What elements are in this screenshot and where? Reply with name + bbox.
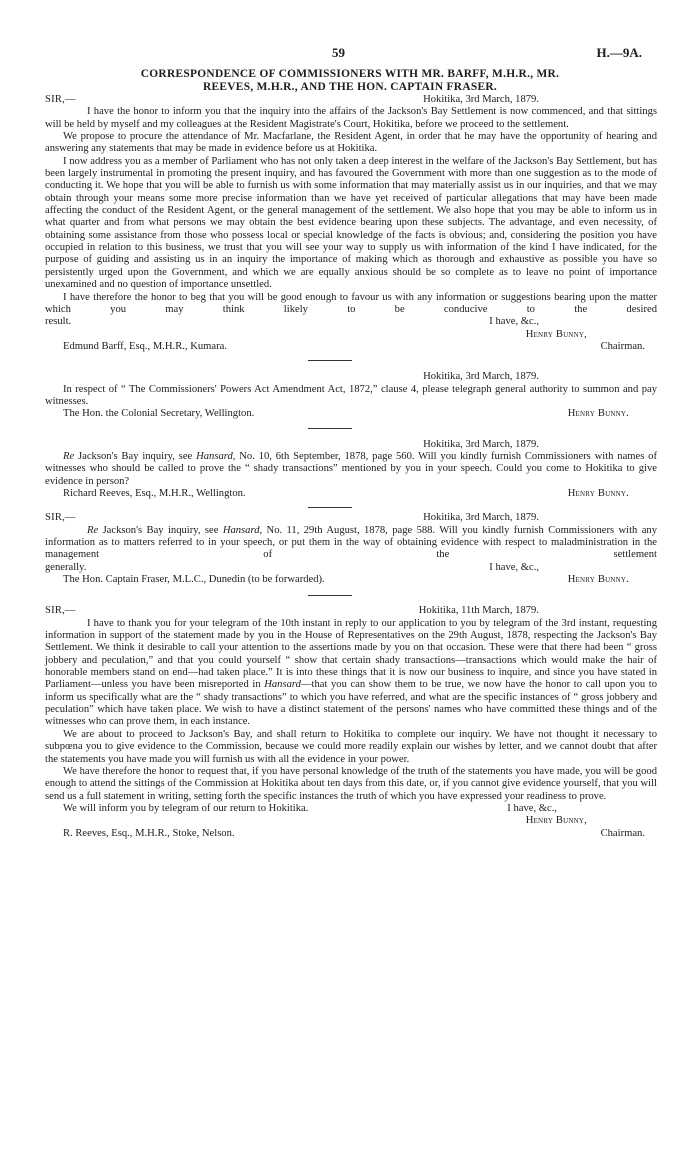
title-line: CORRESPONDENCE OF COMMISSIONERS WITH MR. BARFF, M.H.R., MR. xyxy=(140,68,560,80)
addressee: Richard Reeves, Esq., M.H.R., Wellington. xyxy=(63,487,246,499)
text-run: Jackson's Bay inquiry, see xyxy=(74,450,197,462)
addressee: The Hon. the Colonial Secretary, Wellington. xyxy=(63,408,255,420)
page-number: 59 xyxy=(332,45,345,60)
salutation: SIR,— xyxy=(45,94,76,105)
page-header xyxy=(0,47,700,63)
closing: I have, &c., xyxy=(507,802,557,814)
text-run: —that you can show them to be true, we now have the honor to call upon you to inform us specifically what are the “ shady transactions” to which you have referred, and what are the specific instances of “ gross jobbery and peculation” which have taken place. We wish to have a distinct statement of the persons' names who have committed these things and of the witnesses who can prove them, in each instance. xyxy=(45,679,657,728)
addressee: Edmund Barff, Esq., M.H.R., Kumara. xyxy=(63,340,227,352)
hansard-ref: Hansard xyxy=(264,679,301,691)
salutation: SIR,— xyxy=(45,512,76,524)
place-date: Hokitika, 3rd March, 1879. xyxy=(423,438,539,450)
place-date: Hokitika, 11th March, 1879. xyxy=(418,605,539,617)
letter-to-barff xyxy=(45,94,657,353)
paragraph: We will inform you by telegram of our return to Hokitika. xyxy=(63,802,309,814)
telegram-colonial-secretary xyxy=(45,371,657,420)
hansard-ref: Hansard xyxy=(196,450,233,462)
paragraph: In respect of “ The Commissioners' Powers Act Amendment Act, 1872,” clause 4, please telegraph general authority to summon and pay witnesses. xyxy=(45,383,657,407)
closing: I have, &c., xyxy=(489,316,539,328)
salutation: SIR,— xyxy=(45,605,76,617)
re-word: Re xyxy=(63,450,75,462)
place-date: Hokitika, 3rd March, 1879. xyxy=(423,371,539,383)
signer-name: Henry Bunny, xyxy=(525,328,587,340)
paragraph: I now address you as a member of Parliament who has not only taken a deep interest in the welfare of the Jackson's Bay Settlement, but has been largely instrumental in promoting the present inquiry, and has favoured the Government with more than one suggestion as to the mode of conducting it. We hope that you will be able to furnish us with some information that may materially assist us in our inquiries, and that we may obtain through your means some more precise information than we have yet received of particular allegations that may have been made affecting the conduct of the Resident Agent, or the general management of the settlement. We also hope that you may be able to inform us in what quarter and from what persons we may obtain the best evidence bearing upon these subjects. The advantage, and even necessity, of obtaining some assistance from those who possess local or special knowledge of the facts is obvious; and, considering the position you have occupied in relation to this business, we trust that you will see your way to supply us with information of the kind I have indicated, for the purpose of guiding and assisting us in an inquiry the importance of making which as thorough and exhaustive as possible you have so persistently urged upon the Government, and which we are equally anxious should be so complete as to leave no point of importance unexamined and no question of importance unsettled. xyxy=(45,155,657,291)
paragraph xyxy=(45,618,657,729)
signer-title: Chairman. xyxy=(600,827,645,839)
place-date: Hokitika, 3rd March, 1879. xyxy=(423,94,539,105)
telegram-fraser xyxy=(45,512,657,586)
text-run: , No. 11, 29th August, 1878, page 588. Will you kindly furnish Commissioners with any information as to matters referred to in your speech, or put them in the way of obtaining evidence with respect to maladministration in the management of the settlement xyxy=(45,524,658,561)
signer-name: Henry Bunny, xyxy=(525,815,587,827)
paragraph: We propose to procure the attendance of Mr. Macfarlane, the Resident Agent, in order that he may have the opportunity of hearing and answering any statements that may be made in evidence before us at Hokitika. xyxy=(45,131,657,155)
paragraph xyxy=(45,451,657,488)
addressee: The Hon. Captain Fraser, M.L.C., Dunedin (to be forwarded). xyxy=(63,574,325,586)
page-title xyxy=(30,68,670,93)
signer-name: Henry Bunny. xyxy=(567,487,629,499)
paragraph: We have therefore the honor to request that, if you have personal knowledge of the truth of the statements you have made, you will be good enough to attend the sittings of the Commission at Hokitika about ten days from this date, or, if you cannot give evidence yourself, that you will send us a full statement in writing, setting forth the specific instances the truth of which you have expressed your readiness to prove. xyxy=(45,765,657,802)
text-run: I have to thank you for your telegram of the 10th instant in reply to our application to you by telegram of the 3rd instant, requesting information in support of the statement made by you in the House of Representatives on the 29th August, 1878, respecting the Jackson's Bay Settlement. We think it desirable to call your attention to the assertions made by you on that occasion. These were that there had been “ gross jobbery and peculation,” and that you could yourself “ show that certain shady transactions—transactions which would make the hair of honorable members stand on end—had taken place.” It is into these things that it is now our business to inquire, and since you have stated in Parliament—unless you have been misreported in xyxy=(45,617,657,691)
text-run: Jackson's Bay inquiry, see xyxy=(98,524,223,536)
signer-title: Chairman. xyxy=(600,340,645,352)
paragraph-end: generally. xyxy=(45,561,87,573)
signer-name: Henry Bunny. xyxy=(567,574,629,586)
re-word: Re xyxy=(87,524,99,536)
telegram-reeves xyxy=(45,439,657,501)
paragraph: I have the honor to inform you that the inquiry into the affairs of the Jackson's Bay Settlement is now commenced, and that sittings will be held by myself and my colleagues at the Resident Magistrate's Court, Hokitika, before we proceed to the settlement. xyxy=(45,106,657,130)
paragraph-end: result. xyxy=(45,316,72,328)
title-line: REEVES, M.H.R., AND THE HON. CAPTAIN FRASER. xyxy=(202,80,498,93)
place-date: Hokitika, 3rd March, 1879. xyxy=(423,512,539,524)
closing: I have, &c., xyxy=(489,561,539,573)
paragraph: I have therefore the honor to beg that you will be good enough to favour us with any information or suggestions bearing upon the matter which you may think likely to be conducive to the desired xyxy=(45,291,657,315)
letter-to-reeves xyxy=(45,605,657,840)
document-reference: H.—9A. xyxy=(596,45,642,60)
signer-name: Henry Bunny. xyxy=(567,408,629,420)
text-run: , No. 10, 6th September, 1878, page 560. Will you kindly furnish Commissioners with names of witnesses who should be called to prove the “ shady transactions” mentioned by you in your speech. Could you come to Hokitika to give evidence in person? xyxy=(45,450,658,487)
paragraph: We are about to proceed to Jackson's Bay, and shall return to Hokitika to complete our inquiry. We have not thought it necessary to subpœna you to give evidence to the Commission, because we could more readily explain our wishes by letter, and we cannot doubt that after the statements you have made you will furnish us with all the evidence in your power. xyxy=(45,728,657,765)
document-body xyxy=(45,94,657,840)
paragraph xyxy=(45,525,657,562)
hansard-ref: Hansard xyxy=(222,524,260,536)
addressee: R. Reeves, Esq., M.H.R., Stoke, Nelson. xyxy=(63,827,235,839)
